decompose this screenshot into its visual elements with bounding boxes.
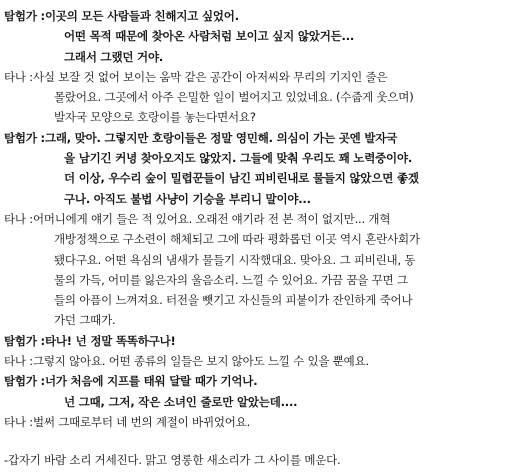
- dialogue-line: [4, 87, 508, 107]
- dialogue-text: 물의 가득, 어미를 잃은자의 울음소리. 느낄 수 있어요. 가끔 꿈을 꾸면 그: [54, 272, 408, 287]
- dialogue-text: 됐다구요. 어떤 욕심의 냄새가 물들기 시작했대요. 맞아요. 그 피비린내, 동: [54, 252, 416, 267]
- speaker-label: 탐험가 :: [4, 374, 45, 389]
- dialogue-text: 너가 처음에 지프를 태워 달랄 때가 기억나.: [44, 374, 258, 389]
- speaker-label: 타나 :: [4, 414, 33, 429]
- dialogue-text: 발자국 모양으로 호랑이를 놓는다면서요?: [54, 110, 256, 125]
- dialogue-text: 그렇지 않아요. 어떤 종류의 일들은 보지 않아도 느낄 수 있을 뿐예요.: [32, 354, 369, 369]
- dialogue-line: [4, 67, 508, 87]
- dialogue-line: [4, 270, 508, 290]
- dialogue-line: [4, 371, 508, 391]
- dialogue-text: 넌 그때, 그저, 작은 소녀인 줄로만 알았는데....: [64, 394, 298, 409]
- dialogue-text: 몰랐어요. 그곳에서 아주 은밀한 일이 벌어지고 있었네요. (수줍게 웃으며): [54, 90, 414, 105]
- dialogue-line: [4, 250, 508, 270]
- dialogue-text: 개방정책으로 구소련이 해체되고 그에 따라 평화롭던 이곳 역시 혼란사회가: [54, 232, 420, 247]
- speaker-label: 타나 :: [4, 354, 33, 369]
- speaker-label: 타나 :: [4, 69, 33, 84]
- dialogue-text: 들의 아픔이 느껴져요. 터전을 뺏기고 자신들의 피붙이가 잔인하게 죽어나: [54, 293, 413, 308]
- dialogue-text: 가던 그때가.: [54, 313, 116, 328]
- speaker-label: 탐험가 :: [4, 130, 45, 145]
- dialogue-line: [4, 310, 508, 330]
- speaker-label: 타나 :: [4, 211, 33, 226]
- dialogue-text: 사실 보잘 것 없어 보이는 움막 같은 공간이 아저씨와 무리의 기지인 줄은: [32, 69, 388, 84]
- dialogue-line: [4, 229, 508, 249]
- dialogue-line: [4, 351, 508, 371]
- dialogue-line: [4, 290, 508, 310]
- speaker-label: 탐험가 :: [4, 9, 45, 23]
- dialogue-text: 그래, 맞아. 그렇지만 호랑이들은 정말 영민해. 의심이 가는 곳엔 발자국: [44, 130, 398, 145]
- dialogue-line: [4, 168, 508, 188]
- dialogue-line: [4, 47, 508, 67]
- dialogue-line: [4, 331, 508, 351]
- dialogue-line: [4, 412, 508, 432]
- spacer: [4, 432, 508, 450]
- dialogue-line: [4, 209, 508, 229]
- dialogue-text: 어머니에게 얘기 들은 적 있어요. 오래전 얘기라 전 본 적이 없지만... 개혁: [32, 211, 391, 226]
- speaker-label: 탐험가 :: [4, 333, 45, 348]
- dialogue-text: 이곳의 모든 사람들과 친해지고 싶었어.: [44, 9, 239, 23]
- dialogue-text: 더 이상, 우수리 숲이 밀렵꾼들이 남긴 피비린내로 물들지 않았으면 좋겠: [64, 171, 419, 186]
- dialogue-text: 벌써 그때로부터 네 번의 계절이 바뀌었어요.: [32, 414, 251, 429]
- dialogue-line: [4, 107, 508, 127]
- dialogue-text: 구나. 아직도 불법 사냥이 기승을 부리니 말이야...: [64, 191, 311, 206]
- stage-direction: -갑자기 바람 소리 거세진다. 맑고 영롱한 새소리가 그 사이를 메운다.: [4, 453, 341, 468]
- dialogue-text: 타나! 넌 정말 똑똑하구나!: [44, 333, 176, 348]
- dialogue-line: [4, 392, 508, 412]
- dialogue-text: 그래서 그랬던 거야.: [64, 49, 164, 64]
- dialogue-line: [4, 26, 508, 46]
- dialogue-text: 을 남기긴 커녕 찾아오지도 않았지. 그들에 맞춰 우리도 꽤 노력중이야.: [64, 151, 413, 166]
- dialogue-line: [4, 148, 508, 168]
- dialogue-line: [4, 189, 508, 209]
- dialogue-line: [4, 6, 508, 26]
- dialogue-text: 어떤 목적 때문에 찾아온 사람처럼 보이고 싶지 않았거든...: [64, 29, 355, 44]
- dialogue-line: [4, 128, 508, 148]
